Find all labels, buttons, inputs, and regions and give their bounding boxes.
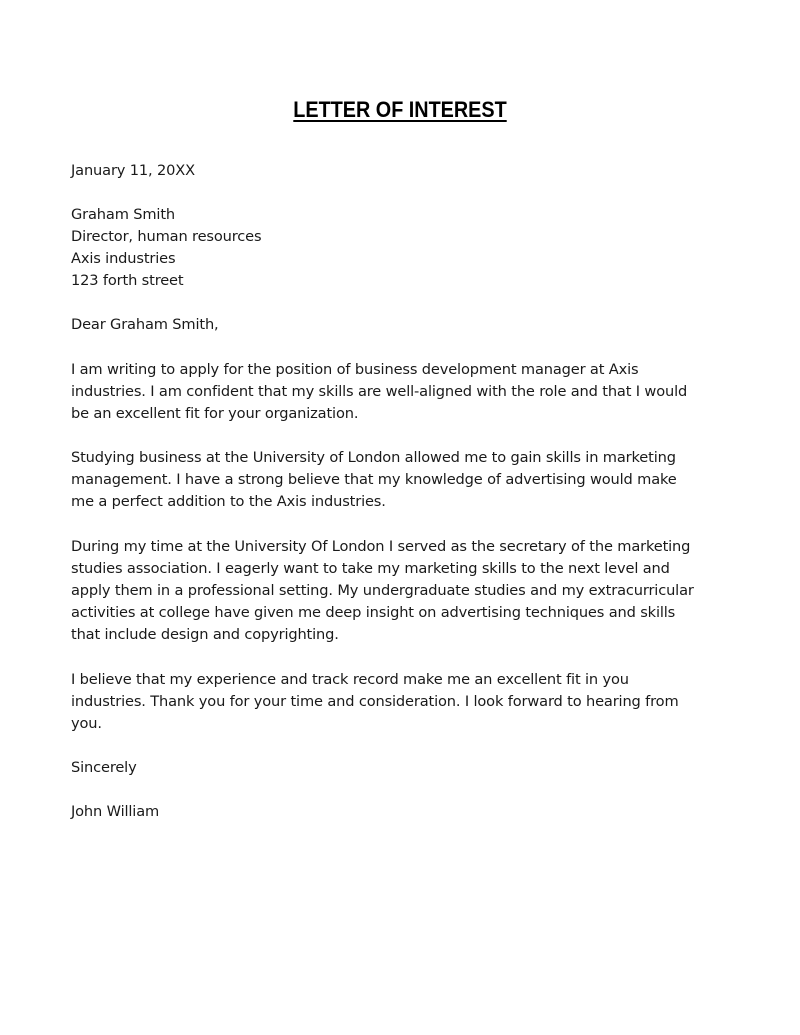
paragraph-line: you. (71, 715, 102, 732)
body-paragraph-3 (71, 536, 731, 646)
paragraph-line: I am writing to apply for the position of business development manager at Axis (71, 361, 639, 378)
body-paragraph-4 (71, 669, 731, 735)
paragraph-line: apply them in a professional setting. My undergraduate studies and my extracurricular (71, 582, 694, 599)
signature-name: John William (71, 803, 160, 820)
paragraph-line: be an excellent fit for your organization. (71, 405, 359, 422)
letter-date: January 11, 20XX (71, 162, 195, 179)
paragraph-line: activities at college have given me deep insight on advertising techniques and skills (71, 604, 676, 621)
closing: Sincerely (71, 759, 137, 776)
paragraph-line: I believe that my experience and track record make me an excellent fit in you (71, 671, 629, 688)
paragraph-line: management. I have a strong believe that my knowledge of advertising would make (71, 471, 677, 488)
recipient-company: Axis industries (71, 250, 176, 267)
salutation: Dear Graham Smith, (71, 316, 219, 333)
letter-title (40, 97, 760, 123)
paragraph-line: me a perfect addition to the Axis industries. (71, 493, 386, 510)
recipient-address: 123 forth street (71, 272, 184, 289)
recipient-name: Graham Smith (71, 206, 176, 223)
body-paragraph-2 (71, 447, 731, 513)
recipient-position: Director, human resources (71, 228, 262, 245)
body-paragraph-1 (71, 359, 731, 425)
paragraph-line: industries. I am confident that my skills are well-aligned with the role and that I would (71, 383, 688, 400)
paragraph-line: During my time at the University Of London I served as the secretary of the marketing (71, 538, 691, 555)
paragraph-line: studies association. I eagerly want to take my marketing skills to the next level and (71, 560, 670, 577)
paragraph-line: that include design and copyrighting. (71, 626, 339, 643)
recipient-address-block (71, 204, 731, 292)
paragraph-line: Studying business at the University of London allowed me to gain skills in marketing (71, 449, 676, 466)
paragraph-line: industries. Thank you for your time and consideration. I look forward to hearing from (71, 693, 679, 710)
letter-title-text: LETTER OF INTEREST (293, 97, 507, 122)
